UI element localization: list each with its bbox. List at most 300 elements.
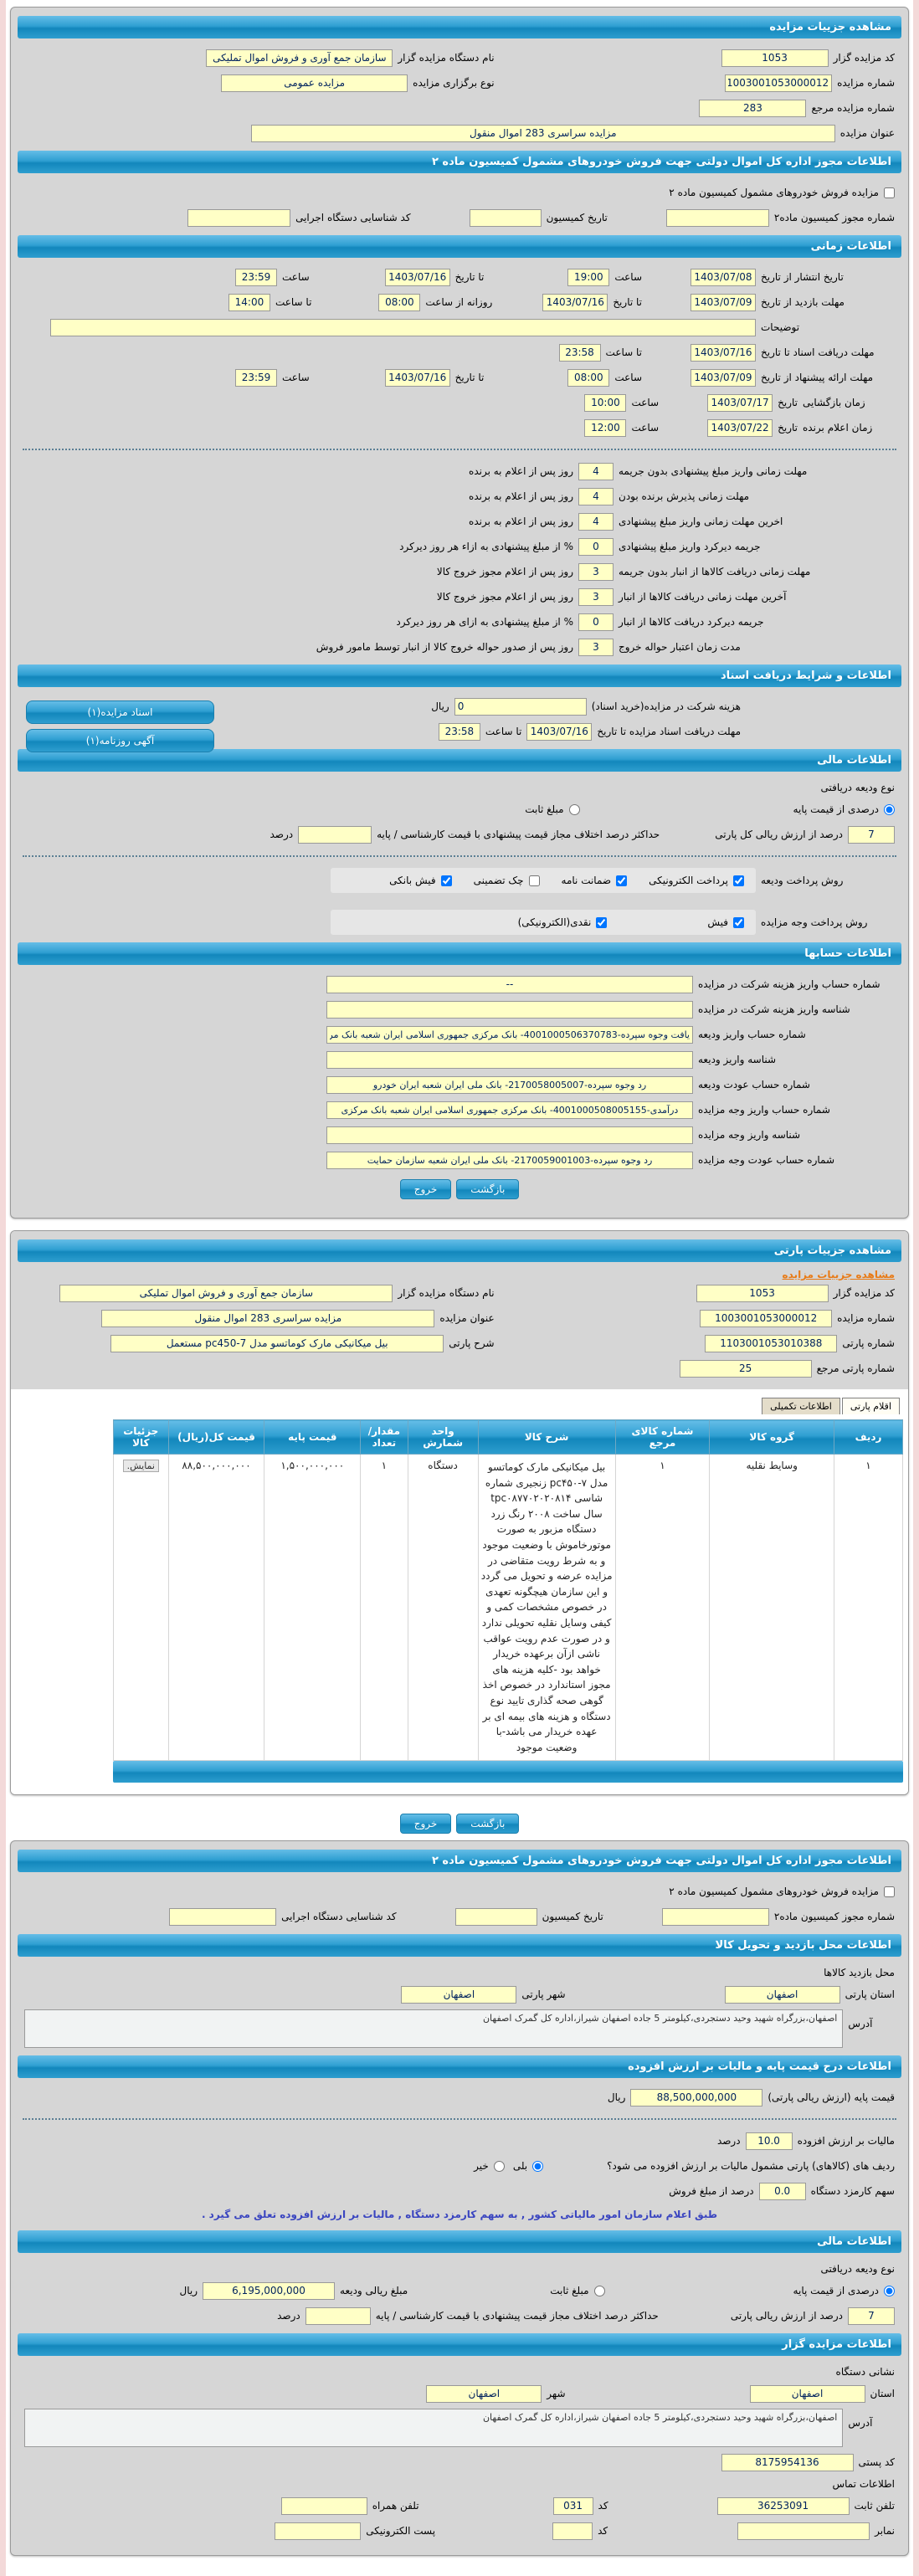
auction-payment-options xyxy=(331,910,756,935)
publish-to-date-input[interactable] xyxy=(385,269,450,286)
panel-title-base-price-vat: اطلاعات درج قیمت پایه و مالیات بر ارزش افزوده xyxy=(18,2055,901,2078)
postal-code-label: کد پستی xyxy=(858,2456,895,2469)
penalty-label: مهلت زمانی پذیرش برنده بودن xyxy=(619,490,750,502)
permit-number-label: شماره مجوز کمیسیون ماده۲ xyxy=(773,212,895,223)
pay-electronic-label: پرداخت الکترونیکی xyxy=(649,875,728,886)
contact-info-label: اطلاعات تماس xyxy=(832,2478,895,2491)
penalty-label: اخرین مهلت زمانی واریز مبلغ پیشنهادی xyxy=(619,516,783,527)
row-penalty-4 xyxy=(11,559,908,584)
visit-daily-from-label: روزانه از ساعت xyxy=(425,296,493,308)
publish-hour-label: ساعت xyxy=(614,271,642,283)
publish-to-hour-label: ساعت xyxy=(282,271,310,283)
docs-deadline-time-input[interactable] xyxy=(559,344,601,362)
auction-docs-button[interactable]: اسناد مزایده(۱) xyxy=(26,700,214,724)
account-label: شماره حساب واریز ودیعه xyxy=(698,1029,806,1040)
party-details-top xyxy=(11,1231,908,1389)
party-items-area xyxy=(11,1389,908,1794)
offer-to-date-label: تا تاریخ xyxy=(454,372,485,383)
deposit-fixed-radio-label: مبلغ ثابت xyxy=(525,803,564,815)
base-price-label: قیمت پایه (ارزش ریالی پارتی) xyxy=(768,2091,895,2104)
phone-input[interactable] xyxy=(717,2497,850,2515)
col-quantity: مقدار/ تعداد xyxy=(361,1420,408,1455)
row-org-address xyxy=(11,2406,908,2450)
visit-to-date-label: تا تاریخ xyxy=(613,296,642,308)
vat-no-radio[interactable] xyxy=(494,2161,505,2172)
deposit-percent-radio-2[interactable] xyxy=(884,2286,895,2296)
account-input[interactable] xyxy=(326,1152,693,1169)
row-party-auction-number xyxy=(11,1306,908,1331)
table-row xyxy=(114,1455,903,1761)
winner-date-input[interactable] xyxy=(707,419,773,437)
publish-to-date-label: تا تاریخ xyxy=(454,271,485,283)
account-input[interactable] xyxy=(326,1076,693,1094)
row-account-6 xyxy=(11,1122,908,1147)
back-button[interactable]: بازگشت xyxy=(456,1814,519,1834)
penalty-label: جریمه دیرکرد دریافت کالاها از انبار xyxy=(619,616,764,628)
row-notes xyxy=(11,315,908,340)
row-penalty-5 xyxy=(11,584,908,609)
panel-title-accounts-info: اطلاعات حسابها xyxy=(18,942,901,965)
col-base-price: قیمت پایه xyxy=(264,1420,361,1455)
row-offer-period xyxy=(11,365,908,390)
row-article2-checkbox xyxy=(11,180,908,205)
deposit-fixed-radio-label-2: مبلغ ثابت xyxy=(550,2285,589,2297)
participation-fee-input[interactable] xyxy=(454,698,587,716)
article2-checkbox-label-2: مزایده فروش خودروهای مشمول کمیسیون ماده ۲ xyxy=(669,1886,879,1898)
postal-code-input[interactable] xyxy=(721,2454,854,2471)
row-agency-fee-share xyxy=(11,2178,908,2204)
col-total-price: قیمت کل(ریال) xyxy=(168,1420,264,1455)
penalty-label: مهلت زمانی واریز مبلغ پیشنهادی بدون جریمه xyxy=(619,465,808,477)
account-label: شماره حساب واریز وجه مزایده xyxy=(698,1104,830,1116)
party-bidder-code-input[interactable] xyxy=(696,1285,829,1302)
party-org-label: نام دستگاه مزایده گزار xyxy=(398,1287,495,1299)
party-number-label: شماره پارتی xyxy=(842,1337,895,1349)
participation-fee-label: هزینه شرکت در مزایده(خرید اسناد) xyxy=(591,700,741,712)
row-bidder-code xyxy=(11,45,908,70)
max-diff-input[interactable] xyxy=(298,826,372,844)
party-items-table xyxy=(113,1419,903,1761)
auction-title-label: عنوان مزایده xyxy=(839,127,895,139)
col-goods-group: گروه کالا xyxy=(710,1420,834,1455)
account-input[interactable] xyxy=(326,1101,693,1119)
deposit-fixed-radio[interactable] xyxy=(569,804,580,815)
offer-period-label: مهلت ارائه پیشنهاد از تاریخ xyxy=(761,372,874,383)
commission-date-input-2[interactable] xyxy=(455,1908,537,1926)
opening-time-label: زمان بازگشایی xyxy=(803,397,865,408)
account-label: شناسه واریز هزینه شرکت در مزایده xyxy=(698,1003,850,1015)
account-input[interactable] xyxy=(326,1051,693,1069)
penalty-input[interactable] xyxy=(578,639,614,656)
agency-fee-share-input[interactable] xyxy=(759,2183,806,2200)
pay-guarantee-label: ضمانت نامه xyxy=(561,875,612,886)
deposit-amount-input[interactable] xyxy=(203,2282,335,2300)
panel-title-auction-details: مشاهده جزییات مزایده xyxy=(18,16,901,38)
party-ref-number-input[interactable] xyxy=(680,1360,812,1378)
row-visit-address xyxy=(11,2007,908,2050)
panel-title-article2-permit-2: اطلاعات مجوز اداره کل اموال دولتی جهت فروش خودروهای مشمول کمیسیون ماده ۲ xyxy=(18,1850,901,1872)
offer-to-time-input[interactable] xyxy=(235,369,277,387)
org-address-textarea[interactable] xyxy=(24,2409,843,2447)
party-tabs xyxy=(11,1389,908,1414)
rial-label-2: ریال xyxy=(607,2091,626,2104)
col-count-unit: واحد شمارش xyxy=(408,1420,478,1455)
publish-from-date-input[interactable] xyxy=(691,269,756,286)
org-name-input[interactable] xyxy=(206,49,393,67)
visit-to-time-input[interactable] xyxy=(228,294,270,311)
docs-receive-deadline-date-input[interactable] xyxy=(526,723,592,741)
row-winner-announce xyxy=(11,415,908,440)
opening-time-input[interactable] xyxy=(584,394,626,412)
pay-bank-slip-label: فیش بانکی xyxy=(389,875,436,886)
party-auction-number-label: شماره مزایده xyxy=(837,1312,895,1324)
items-table-footer-bar xyxy=(113,1761,903,1783)
pay-cheque-label: چک تضمینی xyxy=(473,875,524,886)
bidder-code-input[interactable] xyxy=(721,49,829,67)
account-label: شماره حساب عودت وجه مزایده xyxy=(698,1154,835,1166)
penalty-input[interactable] xyxy=(578,563,614,581)
cell-goods-description: بیل میکانیکی مارک کوماتسو مدل pc۴۵۰-۷ زنجیری شماره شاسی tpc۰۸۷۷۰۲۰۲۰۸۱۴ سال ساخت ۲۰۰۸ رنگ زرد دستگاه مزبور به صورت موتورخاموش با وضعیت موجود و به شرط رویت متقاضی در مزایده عرضه و تحویل می گردد و این سازمان هیچگونه تعهدی در خصوص مشخصات کمی و کیفی وسایل نقلیه تحویلی ندارد و در صورت عدم رویت عواقب ناشی ازآن برعهده خریدار خواهد بود -کلیه هزینه های مجوز استاندارد در خصوص اخذ گوهی صحه گذاری تایید نوع دستگاه و هزینه های بیمه ای بر عهده خریدار می باشد-با وضعیت موجود xyxy=(478,1455,615,1761)
view-auction-details-link[interactable]: مشاهده جزییات مزایده xyxy=(782,1269,895,1280)
row-auction-payment-methods xyxy=(11,907,908,937)
reference-number-input[interactable] xyxy=(699,100,806,117)
row-account-4 xyxy=(11,1072,908,1097)
article2-checkbox[interactable] xyxy=(884,187,895,198)
auction-details-panel xyxy=(10,7,909,1219)
org-city-label: شهر xyxy=(547,2388,566,2400)
penalty-label: مهلت زمانی دریافت کالاها از انبار بدون جریمه xyxy=(619,566,811,577)
row-party-province-city xyxy=(11,1982,908,2007)
publish-from-time-input[interactable] xyxy=(567,269,609,286)
article2-checkbox-2[interactable] xyxy=(884,1886,895,1897)
items-table-wrap xyxy=(11,1414,908,1783)
show-item-details-link[interactable]: نمایش. xyxy=(123,1460,159,1472)
fax-input[interactable] xyxy=(737,2522,870,2540)
panel-title-visit-location: اطلاعات محل بازدید و تحویل کالا xyxy=(18,1934,901,1957)
row-account-2 xyxy=(11,1022,908,1047)
row-vat-question xyxy=(11,2153,908,2178)
opening-date-input[interactable] xyxy=(707,394,773,412)
vat-input[interactable] xyxy=(746,2132,793,2150)
party-org-input[interactable] xyxy=(59,1285,393,1302)
exec-agency-code-label-2: کد شناسایی دستگاه اجرایی xyxy=(281,1911,397,1923)
pay-bank-slip-checkbox[interactable] xyxy=(441,875,452,886)
rial-label-3: ریال xyxy=(179,2285,198,2297)
visit-period-label: مهلت بازدید از تاریخ xyxy=(761,296,845,308)
winner-date-label: تاریخ xyxy=(778,422,798,434)
party-number-input[interactable] xyxy=(705,1335,837,1352)
reference-number-label: شماره مزایده مرجع xyxy=(811,102,895,114)
org-address-label: آدرس xyxy=(848,2417,873,2430)
visit-address-label: آدرس xyxy=(848,2018,873,2030)
party-ref-number-label: شماره پارتی مرجع xyxy=(816,1362,895,1374)
offer-to-hour-label: ساعت xyxy=(282,372,310,383)
pay-guarantee-checkbox[interactable] xyxy=(616,875,627,886)
account-input[interactable] xyxy=(326,1001,693,1019)
percent-label-2: درصد xyxy=(277,2310,300,2322)
auction-pay-cash-label: نقدی(الکترونیکی) xyxy=(517,916,592,928)
panel-title-financial-info: اطلاعات مالی xyxy=(18,749,901,772)
opening-hour-label: ساعت xyxy=(631,397,660,408)
deposit-payment-options xyxy=(331,868,756,893)
row-account-3 xyxy=(11,1047,908,1072)
party-details-panel xyxy=(10,1230,909,1795)
docs-deadline-label: مهلت دریافت اسناد تا تاریخ xyxy=(761,346,875,358)
penalty-label: آخرین مهلت زمانی دریافت کالاها از انبار xyxy=(619,591,787,603)
party-city-label: شهر پارتی xyxy=(521,1988,566,2001)
penalty-input[interactable] xyxy=(578,463,614,480)
divider xyxy=(23,2118,896,2120)
fax-code-label: کد xyxy=(598,2525,608,2538)
auction-pay-cash-checkbox[interactable] xyxy=(596,917,607,928)
newspaper-ad-button[interactable]: آگهی روزنامه(۱) xyxy=(26,729,214,752)
visit-to-date-input[interactable] xyxy=(542,294,608,311)
cell-row-index: ۱ xyxy=(834,1455,903,1761)
offer-to-date-input[interactable] xyxy=(385,369,450,387)
party-info-panel xyxy=(10,1840,909,2556)
row-article2-fields-2 xyxy=(11,1904,908,1929)
max-diff-input-2[interactable] xyxy=(305,2307,371,2325)
visit-to-hour-label: تا ساعت xyxy=(275,296,312,308)
penalty-suffix: روز پس از اعلام مجوز خروج کالا xyxy=(436,566,573,577)
party-province-label: استان پارتی xyxy=(845,1988,895,2001)
phone-label: تلفن ثابت xyxy=(854,2500,895,2512)
account-input[interactable] xyxy=(326,1026,693,1044)
row-auction-number xyxy=(11,70,908,95)
col-goods-details: جزئیات کالا xyxy=(114,1420,169,1455)
divider xyxy=(23,449,896,450)
percent-label: درصد xyxy=(270,829,294,840)
max-diff-label: حداکثر درصد اختلاف مجاز قیمت پیشنهادی با قیمت کارشناسی / پایه xyxy=(377,829,660,840)
account-input[interactable] xyxy=(326,976,693,993)
panel-title-docs-conditions: اطلاعات و شرایط دریافت اسناد xyxy=(18,665,901,687)
visit-from-date-input[interactable] xyxy=(691,294,756,311)
auction-pay-slip-label: فیش xyxy=(707,916,728,928)
offer-hour-label: ساعت xyxy=(614,372,642,383)
divider xyxy=(23,855,896,857)
bidder-code-label: کد مزایده گزار xyxy=(833,52,895,64)
penalty-input[interactable] xyxy=(578,513,614,531)
penalty-suffix: روز پس از اعلام به برنده xyxy=(469,465,573,477)
cell-goods-group: وسایط نقلیه xyxy=(710,1455,834,1761)
row-account-5 xyxy=(11,1097,908,1122)
rial-label: ریال xyxy=(431,700,449,712)
deposit-type-label: نوع ودیعه دریافتی xyxy=(820,782,895,793)
docs-side-buttons xyxy=(26,695,214,757)
docs-deadline-date-input[interactable] xyxy=(691,344,756,362)
publish-to-time-input[interactable] xyxy=(235,269,277,286)
col-ref-goods-number: شماره کالای مرجع xyxy=(615,1420,710,1455)
deposit-percent-input[interactable] xyxy=(848,826,895,844)
row-penalty-1 xyxy=(11,484,908,509)
email-label: پست الکترونیکی xyxy=(366,2525,436,2538)
exec-agency-code-input-2[interactable] xyxy=(169,1908,276,1926)
account-label: شماره حساب واریز هزینه شرکت در مزایده xyxy=(698,978,880,990)
pay-electronic-checkbox[interactable] xyxy=(733,875,744,886)
penalty-label: مدت زمان اعتبار حواله خروج xyxy=(619,641,741,653)
row-penalty-2 xyxy=(11,509,908,534)
row-penalty-6 xyxy=(11,609,908,634)
row-article2-checkbox-2 xyxy=(11,1879,908,1904)
row-postal-code xyxy=(11,2450,908,2475)
visit-daily-from-input[interactable] xyxy=(378,294,420,311)
docs-receive-deadline-time-input[interactable] xyxy=(439,723,480,741)
cell-base-price: ۱,۵۰۰,۰۰۰,۰۰۰ xyxy=(264,1455,361,1761)
party-auction-number-input[interactable] xyxy=(700,1310,832,1327)
phone-code-label: کد xyxy=(598,2500,608,2512)
party-desc-label: شرح پارتی xyxy=(449,1337,495,1349)
row-fax-email xyxy=(11,2518,908,2543)
visit-address-textarea[interactable] xyxy=(24,2009,843,2048)
party-auction-title-label: عنوان مزایده xyxy=(439,1312,495,1324)
row-penalty-7 xyxy=(11,634,908,659)
vat-label: مالیات بر ارزش افزوده xyxy=(797,2135,895,2148)
row-account-1 xyxy=(11,997,908,1022)
col-row-index: ردیف xyxy=(834,1420,903,1455)
commission-date-input[interactable] xyxy=(470,209,542,227)
fax-code-input[interactable] xyxy=(552,2522,593,2540)
row-account-0 xyxy=(11,972,908,997)
docs-receive-to-hour-label: تا ساعت xyxy=(485,726,522,737)
auction-number-input[interactable] xyxy=(725,74,832,92)
panel-title-party-details: مشاهده جزییات پارتی xyxy=(18,1239,901,1262)
deposit-percent-radio-label-2: درصدی از قیمت پایه xyxy=(793,2285,879,2297)
exec-agency-code-input[interactable] xyxy=(187,209,290,227)
auction-pay-slip-checkbox[interactable] xyxy=(733,917,744,928)
email-input[interactable] xyxy=(275,2522,361,2540)
auction-type-label: نوع برگزاری مزایده xyxy=(413,77,495,89)
vat-yes-label: بلی xyxy=(512,2160,528,2173)
commission-date-label-2: تاریخ کمیسیون xyxy=(542,1911,603,1923)
docs-section xyxy=(11,694,908,747)
penalty-label: جریمه دیرکرد واریز مبلغ پیشنهادی xyxy=(619,541,761,552)
penalty-input[interactable] xyxy=(578,613,614,631)
cell-ref-goods-number: ۱ xyxy=(615,1455,710,1761)
party-desc-input[interactable] xyxy=(110,1335,444,1352)
items-table-header-row xyxy=(114,1420,903,1455)
agency-address-label: نشانی دستگاه xyxy=(835,2366,895,2378)
org-name-label: نام دستگاه مزایده گزار xyxy=(398,52,495,64)
auction-type-input[interactable] xyxy=(221,74,408,92)
penalty-suffix: روز پس از اعلام به برنده xyxy=(469,490,573,502)
tab-additional-info[interactable]: اطلاعات تکمیلی xyxy=(762,1398,840,1414)
deposit-percent-radio-label: درصدی از قیمت پایه xyxy=(793,803,879,815)
exit-button[interactable]: خروج xyxy=(400,1179,452,1199)
account-label: شناسه واریز ودیعه xyxy=(698,1054,777,1065)
row-base-price xyxy=(11,2085,908,2110)
pay-cheque-checkbox[interactable] xyxy=(529,875,540,886)
vat-question-label: ردیف های (کالاهای) پارتی مشمول مالیات بر ارزش افزوده می شود؟ xyxy=(607,2160,895,2173)
penalty-suffix: روز پس از صدور حواله خروج کالا از انبار توسط مامور فروش xyxy=(316,641,573,653)
penalty-suffix: % از مبلغ پیشنهادی به ازای هر روز دیرکرد xyxy=(396,616,573,628)
agency-fee-share-label: سهم کارمزد دستگاه xyxy=(810,2185,895,2198)
deposit-percent-suffix-2: درصد از ارزش ریالی پارتی xyxy=(730,2310,843,2322)
row-auction-title xyxy=(11,121,908,146)
row-deposit-percent xyxy=(11,822,908,847)
base-price-input[interactable] xyxy=(630,2089,762,2106)
row-org-province-city xyxy=(11,2381,908,2406)
auction-title-input[interactable] xyxy=(251,125,835,142)
panel-title-financial-info-2: اطلاعات مالی xyxy=(18,2230,901,2253)
exec-agency-code-label: کد شناسایی دستگاه اجرایی xyxy=(295,212,411,223)
penalty-suffix: روز پس از اعلام مجوز خروج کالا xyxy=(436,591,573,603)
penalty-suffix: روز پس از اعلام به برنده xyxy=(469,516,573,527)
row-party-ref-number xyxy=(11,1356,908,1381)
party-auction-title-input[interactable] xyxy=(101,1310,434,1327)
article2-checkbox-label: مزایده فروش خودروهای مشمول کمیسیون ماده ۲ xyxy=(669,187,879,198)
docs-receive-deadline-label: مهلت دریافت اسناد مزایده تا تاریخ xyxy=(597,726,741,737)
vat-no-label: خیر xyxy=(474,2160,489,2173)
auction-number-label: شماره مزایده xyxy=(837,77,895,89)
deposit-amount-label: مبلغ ریالی ودیعه xyxy=(340,2285,408,2297)
row-deposit-percent-2 xyxy=(11,2303,908,2328)
permit-number-input[interactable] xyxy=(666,209,769,227)
agency-fee-share-suffix: درصد از مبلغ فروش xyxy=(669,2185,754,2198)
panel-title-time-info: اطلاعات زمانی xyxy=(18,235,901,258)
deposit-type-label-2: نوع ودیعه دریافتی xyxy=(820,2263,895,2276)
tab-party-items[interactable]: اقلام پارتی xyxy=(842,1398,900,1414)
org-province-input[interactable] xyxy=(750,2385,865,2403)
account-label: شماره حساب عودت ودیعه xyxy=(698,1079,810,1090)
offer-from-time-input[interactable] xyxy=(567,369,609,387)
winner-time-input[interactable] xyxy=(584,419,626,437)
deposit-fixed-radio-2[interactable] xyxy=(594,2286,605,2296)
vat-yes-radio[interactable] xyxy=(532,2161,543,2172)
vat-percent-label: درصد xyxy=(716,2135,741,2148)
deposit-payment-label: روش پرداخت ودیعه xyxy=(761,875,844,886)
penalty-suffix: % از مبلغ پیشنهادی به ازاء هر روز دیرکرد xyxy=(399,541,573,552)
row-publish-date xyxy=(11,264,908,290)
panel-title-article2-permit: اطلاعات مجوز اداره کل اموال دولتی جهت فروش خودروهای مشمول کمیسیون ماده ۲ xyxy=(18,151,901,173)
opening-date-label: تاریخ xyxy=(778,397,798,408)
phone-code-input[interactable] xyxy=(553,2497,593,2515)
row-account-7 xyxy=(11,1147,908,1173)
row-deposit-payment-methods xyxy=(11,865,908,895)
commission-date-label: تاریخ کمیسیون xyxy=(546,212,608,223)
cell-quantity: ۱ xyxy=(361,1455,408,1761)
row-party-bidder-code xyxy=(11,1280,908,1306)
panel1-buttons xyxy=(11,1173,908,1206)
mobile-label: تلفن همراه xyxy=(372,2500,419,2512)
party-province-input[interactable] xyxy=(725,1986,840,2004)
account-input[interactable] xyxy=(326,1126,693,1144)
deposit-percent-input-2[interactable] xyxy=(848,2307,895,2325)
party-bidder-code-label: کد مزایده گزار xyxy=(833,1287,895,1299)
deposit-percent-radio[interactable] xyxy=(884,804,895,815)
penalty-input[interactable] xyxy=(578,588,614,606)
penalty-input[interactable] xyxy=(578,488,614,505)
row-opening-time xyxy=(11,390,908,415)
row-visit-period xyxy=(11,290,908,315)
permit-number-label-2: شماره مجوز کمیسیون ماده۲ xyxy=(773,1911,895,1923)
winner-hour-label: ساعت xyxy=(631,422,660,434)
mobile-input[interactable] xyxy=(281,2497,367,2515)
exit-button[interactable]: خروج xyxy=(400,1814,452,1834)
page-container xyxy=(6,0,913,2576)
back-button[interactable]: بازگشت xyxy=(456,1179,519,1199)
permit-number-input-2[interactable] xyxy=(662,1908,769,1926)
penalty-input[interactable] xyxy=(578,538,614,556)
row-phone xyxy=(11,2493,908,2518)
notes-input[interactable] xyxy=(50,319,756,336)
cell-total-price: ۸۸,۵۰۰,۰۰۰,۰۰۰ xyxy=(168,1455,264,1761)
party-city-input[interactable] xyxy=(401,1986,516,2004)
org-city-input[interactable] xyxy=(426,2385,542,2403)
cell-count-unit: دستگاه xyxy=(408,1455,478,1761)
row-docs-deadline xyxy=(11,340,908,365)
winner-announce-label: زمان اعلام برنده xyxy=(803,422,873,434)
offer-from-date-input[interactable] xyxy=(691,369,756,387)
